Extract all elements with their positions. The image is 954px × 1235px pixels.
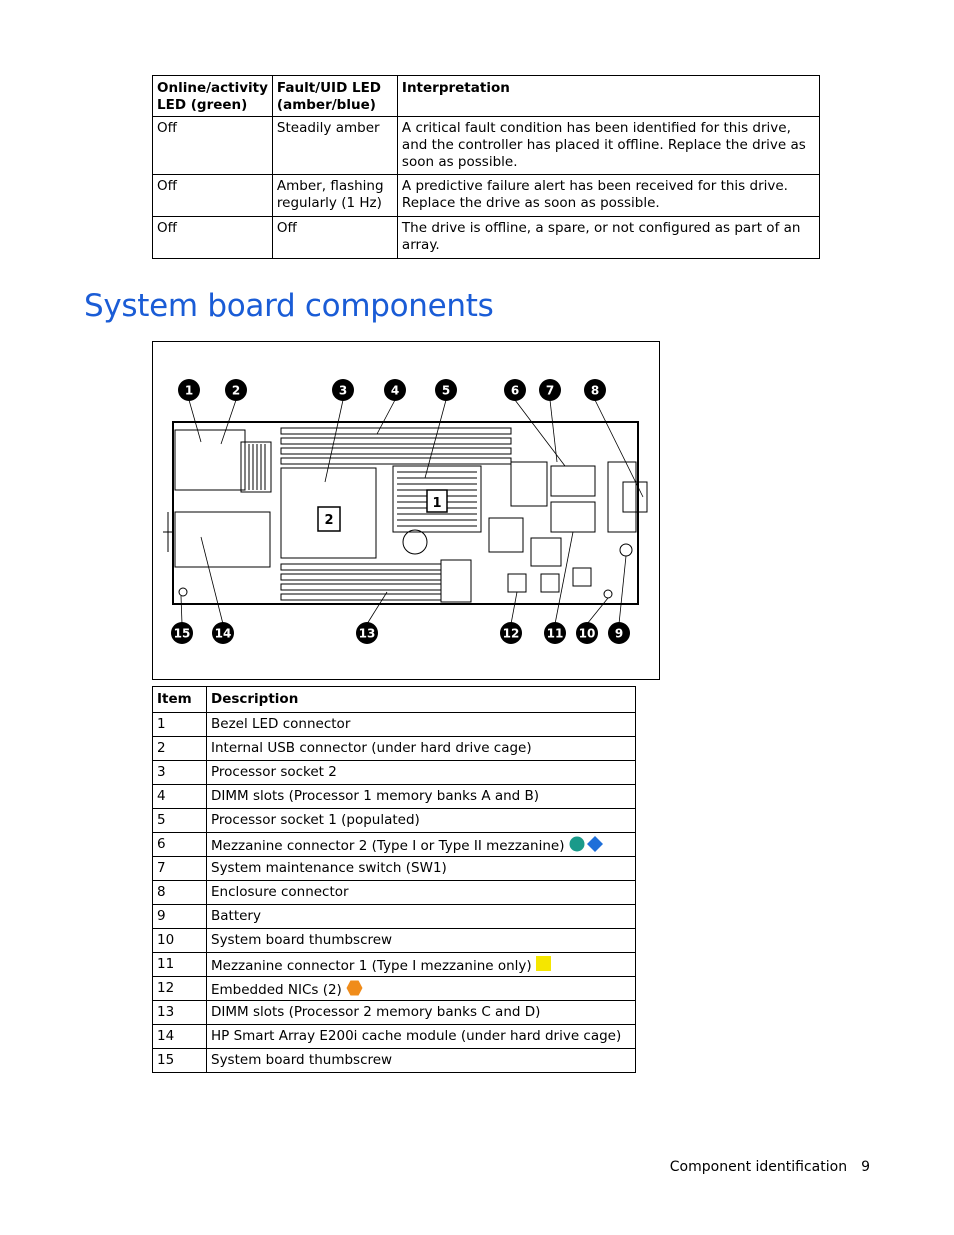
- enclosure-connector: [608, 462, 636, 532]
- dimm-slots-upper: [281, 428, 511, 464]
- component-item-table: [152, 686, 636, 1073]
- item-number: 12: [153, 977, 207, 1001]
- table-header-row: [153, 687, 636, 713]
- item-number: 10: [153, 929, 207, 953]
- board-label-1: 1: [432, 496, 442, 511]
- item-description: Enclosure connector: [207, 881, 636, 905]
- table-cell: The drive is offline, a spare, or not configured as part of an array.: [397, 217, 819, 259]
- svg-text:1: 1: [184, 383, 194, 398]
- callout-4: [384, 379, 406, 401]
- item-number: 15: [153, 1049, 207, 1073]
- callout-8: [584, 379, 606, 401]
- svg-text:3: 3: [338, 383, 348, 398]
- item-number: 5: [153, 809, 207, 833]
- table-cell: Off: [272, 217, 397, 259]
- table-row: [153, 833, 636, 857]
- item-description: DIMM slots (Processor 2 memory banks C and D): [207, 1001, 636, 1025]
- svg-text:12: 12: [502, 626, 520, 641]
- svg-text:5: 5: [441, 383, 451, 398]
- column-header: Fault/UID LED (amber/blue): [272, 76, 397, 117]
- footer-section-name: Component identification: [669, 1159, 848, 1175]
- page-number: 9: [861, 1159, 870, 1175]
- callout-9: [608, 622, 630, 644]
- item-number: 14: [153, 1025, 207, 1049]
- svg-text:13: 13: [358, 626, 376, 641]
- table-row: [153, 857, 636, 881]
- svg-text:7: 7: [545, 383, 555, 398]
- table-row: [153, 1001, 636, 1025]
- callout-6: [504, 379, 526, 401]
- column-header: Description: [207, 687, 636, 713]
- callout-7: [539, 379, 561, 401]
- led-status-table: [152, 75, 820, 259]
- teal-circle-icon: [569, 837, 584, 852]
- item-number: 11: [153, 953, 207, 977]
- heatsink-left: [241, 442, 271, 492]
- board-label-2: 2: [324, 513, 334, 528]
- table-row: [153, 881, 636, 905]
- page-footer: [670, 1159, 870, 1175]
- table-cell: A critical fault condition has been identified for this drive, and the controller has placed it offline. Replace the drive as soon as possible.: [397, 117, 819, 175]
- battery: [620, 544, 632, 556]
- table-row: [153, 737, 636, 761]
- cache-module-area: [175, 512, 270, 567]
- item-description: Mezzanine connector 2 (Type I or Type II mezzanine): [207, 833, 636, 857]
- table-cell: Off: [153, 117, 273, 175]
- system-board-illustration: [153, 342, 659, 679]
- section-title: System board components: [84, 288, 494, 324]
- item-description: Internal USB connector (under hard drive cage): [207, 737, 636, 761]
- callout-14: [212, 622, 234, 644]
- svg-text:11: 11: [546, 626, 564, 641]
- table-cell: Amber, flashing regularly (1 Hz): [272, 175, 397, 217]
- orange-hexagon-icon: [346, 981, 362, 996]
- item-description: Processor socket 1 (populated): [207, 809, 636, 833]
- item-description: System board thumbscrew: [207, 1049, 636, 1073]
- table-cell: Off: [153, 217, 273, 259]
- embedded-nic: [541, 574, 559, 592]
- mezzanine-area: [489, 462, 595, 566]
- item-number: 3: [153, 761, 207, 785]
- table-cell: A predictive failure alert has been received for this drive. Replace the drive as soon as possible.: [397, 175, 819, 217]
- item-description: Bezel LED connector: [207, 713, 636, 737]
- table-cell: Steadily amber: [272, 117, 397, 175]
- column-header: Item: [153, 687, 207, 713]
- table-row: [153, 905, 636, 929]
- blue-diamond-icon: [587, 836, 603, 852]
- item-number: 8: [153, 881, 207, 905]
- table-header-row: [153, 76, 820, 117]
- table-row: [153, 117, 820, 175]
- svg-text:4: 4: [390, 383, 400, 398]
- column-header: Interpretation: [397, 76, 819, 117]
- table-row: [153, 953, 636, 977]
- callout-11: [544, 622, 566, 644]
- table-row: [153, 175, 820, 217]
- table-row: [153, 761, 636, 785]
- item-number: 1: [153, 713, 207, 737]
- callout-10: [576, 622, 598, 644]
- column-header: Online/activity LED (green): [153, 76, 273, 117]
- svg-text:9: 9: [614, 626, 624, 641]
- table-row: [153, 929, 636, 953]
- table-row: [153, 1025, 636, 1049]
- system-board-figure: [152, 341, 660, 680]
- callout-13: [356, 622, 378, 644]
- item-number: 9: [153, 905, 207, 929]
- table-row: [153, 713, 636, 737]
- table-row: [153, 217, 820, 259]
- embedded-nic: [508, 574, 526, 592]
- board-outline: [173, 422, 638, 604]
- item-description: DIMM slots (Processor 1 memory banks A and B): [207, 785, 636, 809]
- svg-text:10: 10: [578, 626, 596, 641]
- item-number: 2: [153, 737, 207, 761]
- item-description: Embedded NICs (2): [207, 977, 636, 1001]
- callout-3: [332, 379, 354, 401]
- callout-5: [435, 379, 457, 401]
- yellow-square-icon: [536, 956, 551, 971]
- svg-text:2: 2: [231, 383, 241, 398]
- callout-2: [225, 379, 247, 401]
- item-number: 6: [153, 833, 207, 857]
- dimm-slots-lower: [281, 560, 471, 602]
- svg-text:6: 6: [510, 383, 520, 398]
- item-number: 7: [153, 857, 207, 881]
- item-number: 4: [153, 785, 207, 809]
- item-description: System maintenance switch (SW1): [207, 857, 636, 881]
- item-description: Battery: [207, 905, 636, 929]
- svg-text:8: 8: [590, 383, 600, 398]
- table-row: [153, 809, 636, 833]
- callout-12: [500, 622, 522, 644]
- svg-text:15: 15: [173, 626, 191, 641]
- svg-text:14: 14: [214, 626, 232, 641]
- table-row: [153, 977, 636, 1001]
- item-description: Mezzanine connector 1 (Type I mezzanine only): [207, 953, 636, 977]
- callout-15: [171, 622, 193, 644]
- item-description: System board thumbscrew: [207, 929, 636, 953]
- table-row: [153, 785, 636, 809]
- drive-cage: [175, 430, 245, 490]
- item-description: Processor socket 2: [207, 761, 636, 785]
- table-row: [153, 1049, 636, 1073]
- table-cell: Off: [153, 175, 273, 217]
- item-description: HP Smart Array E200i cache module (under hard drive cage): [207, 1025, 636, 1049]
- callout-1: [178, 379, 200, 401]
- item-number: 13: [153, 1001, 207, 1025]
